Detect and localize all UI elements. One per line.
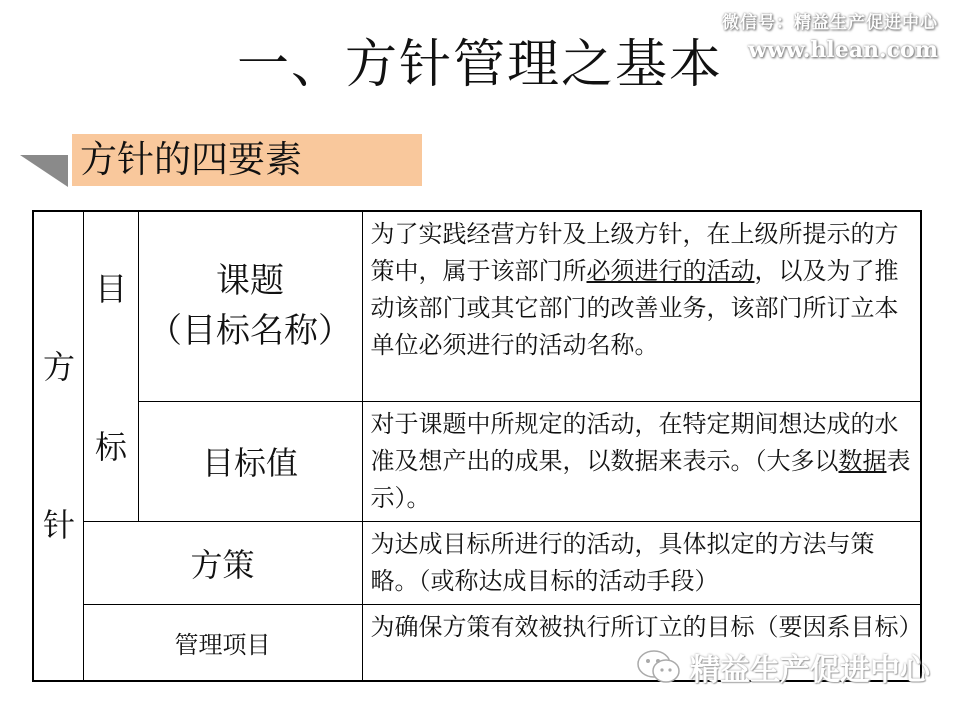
watermark-bottom-text: 精益生产促进中心 <box>690 653 930 688</box>
desc-target-part1: 对于课题中所规定的活动，在特定期间想达成的水准及想产出的成果，以数据来表示。（大多以 <box>370 409 899 475</box>
desc-topic-part1: 为了实践经营方针及上级方针，在上级所提示的方策中，属于该部门所 <box>370 220 899 285</box>
policy-char-2: 针 <box>42 506 75 544</box>
section-header: 方针的四要素 <box>72 134 422 186</box>
desc-cell-target-value <box>362 401 921 521</box>
table-row <box>33 211 921 401</box>
watermark-url: www.hlean.com <box>748 37 938 63</box>
target-char-1: 目 <box>94 270 127 308</box>
desc-target-underlined: 数据 <box>838 446 887 475</box>
desc-target-part2: 表示）。 <box>370 446 911 512</box>
desc-cell-management: 为确保方策有效被执行所订立的目标（要因系目标） <box>362 604 921 681</box>
desc-topic-underlined: 必须进行的活动 <box>586 257 755 285</box>
page-title: 一、方针管理之基本 <box>236 35 723 95</box>
policy-char-1: 方 <box>42 348 75 386</box>
table-row <box>33 521 921 604</box>
item-cell-topic <box>138 211 362 401</box>
desc-cell-strategy: 为达成目标所进行的活动，具体拟定的方法与策略。（或称达成目标的活动手段） <box>362 521 921 604</box>
desc-topic-part2: ，以及为了推动该部门或其它部门的改善业务，该部门所订立本单位必须进行的活动名称。 <box>370 257 899 359</box>
item-cell-target-value: 目标值 <box>138 401 362 521</box>
item-cell-strategy: 方策 <box>83 521 362 604</box>
item-topic-line2: （目标名称） <box>148 311 352 352</box>
target-label-cell <box>83 211 138 521</box>
wechat-icon <box>636 649 682 685</box>
policy-label-cell <box>33 211 83 681</box>
table-row <box>33 401 921 521</box>
item-cell-management: 管理项目 <box>83 604 362 681</box>
triangle-marker-icon <box>20 155 68 187</box>
target-char-2: 标 <box>94 428 127 466</box>
four-elements-table <box>32 210 922 682</box>
desc-cell-topic <box>362 211 921 401</box>
item-topic-line1: 课题 <box>216 261 284 302</box>
watermark-wechat-id: 微信号：精益生产促进中心 <box>722 13 938 33</box>
watermark-bottom <box>636 645 930 689</box>
